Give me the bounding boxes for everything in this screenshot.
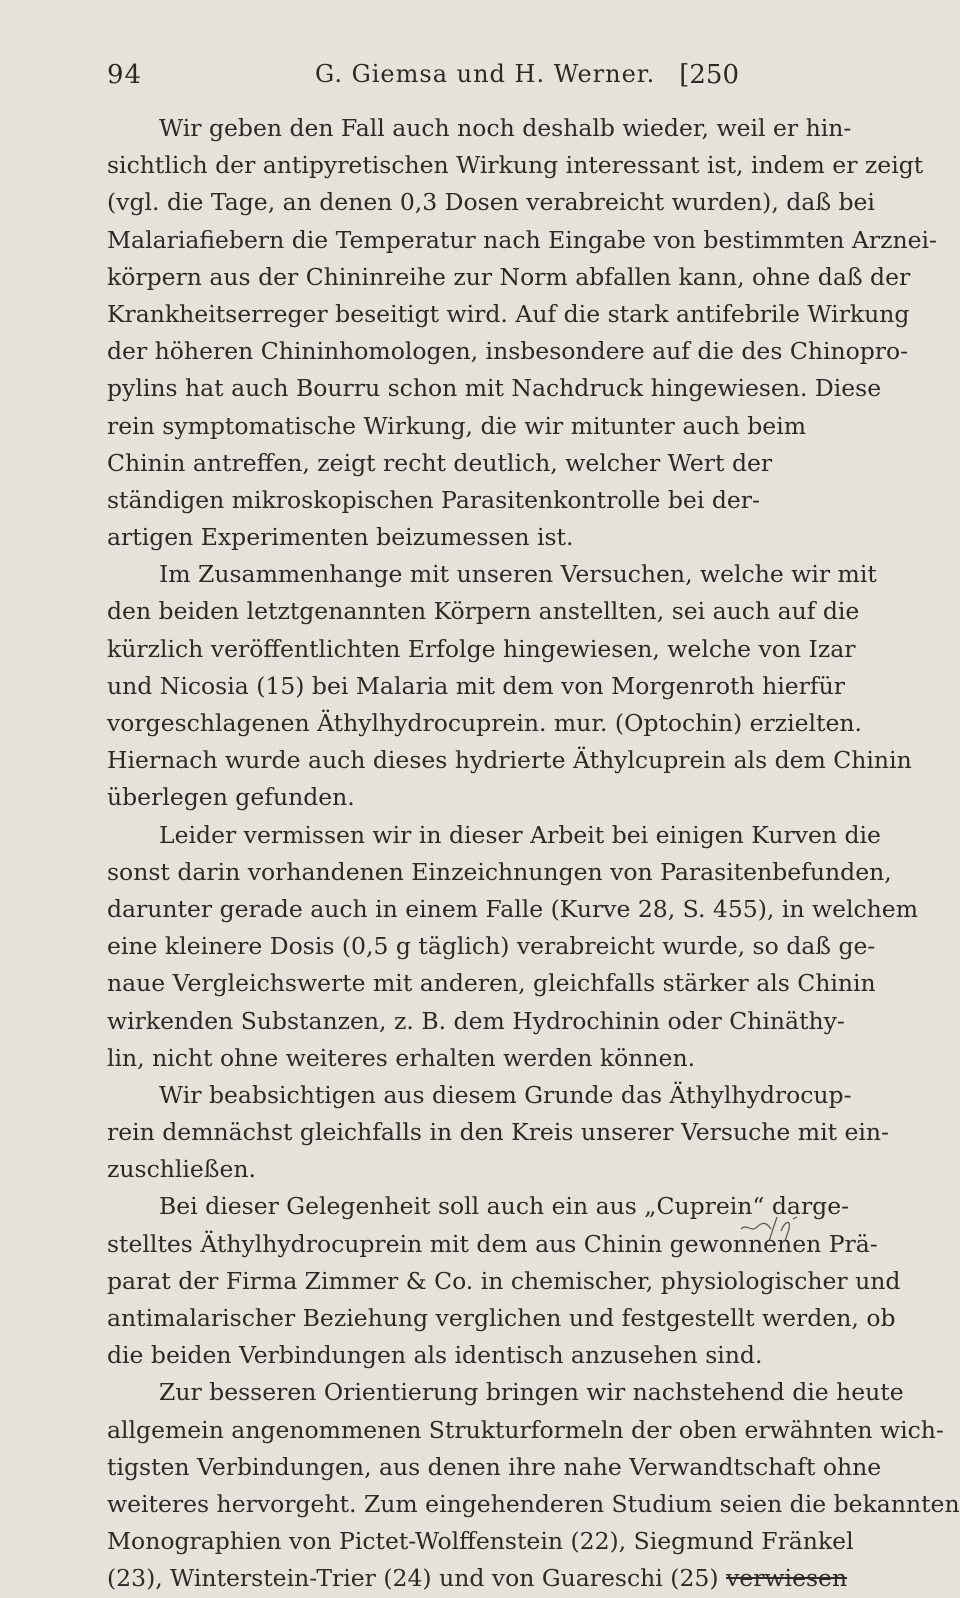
text-line-content: rein symptomatische Wirkung, die wir mitunter auch beim: [107, 411, 806, 440]
text-line-content: Leider vermissen wir in dieser Arbeit bei einigen Kurven die: [159, 820, 881, 849]
text-line-content: körpern aus der Chininreihe zur Norm abfallen kann, ohne daß der: [107, 262, 911, 291]
text-line: [107, 1077, 852, 1114]
text-line: [107, 928, 876, 965]
text-line-content: artigen Experimenten beizumessen ist.: [107, 523, 574, 552]
text-line: [107, 259, 911, 296]
text-line-content: kürzlich veröffentlichten Erfolge hingewiesen, welche von Izar: [107, 634, 856, 663]
body-text: [107, 110, 960, 1598]
text-line: [107, 1449, 882, 1486]
text-line-content: Im Zusammenhange mit unseren Versuchen, welche wir mit: [159, 560, 877, 589]
text-line: [107, 1151, 739, 1188]
text-line: [107, 333, 909, 370]
text-line: [107, 631, 856, 668]
text-line-content: vorgeschlagenen Äthylhydrocuprein. mur. (Optochin) erzielten.: [107, 709, 863, 737]
text-line: [107, 1486, 960, 1523]
text-line: [107, 408, 806, 445]
page-header: [107, 60, 739, 94]
text-line: [107, 965, 876, 1002]
text-line-content: lin, nicht ohne weiteres erhalten werden können.: [107, 1043, 696, 1072]
text-line-content: tigsten Verbindungen, aus denen ihre nahe Verwandtschaft ohne: [107, 1452, 882, 1481]
text-line: [107, 891, 918, 928]
text-line-content: sichtlich der antipyretischen Wirkung interessant ist, indem er zeigt: [107, 151, 924, 180]
struck-word: verwiesen: [726, 1564, 848, 1593]
page-number: 94: [107, 60, 143, 90]
text-line: [107, 1188, 850, 1225]
text-line: [107, 1263, 901, 1300]
text-line-content: Chinin antreffen, zeigt recht deutlich, welcher Wert der: [107, 448, 773, 477]
text-line: [107, 705, 863, 742]
text-line-content: parat der Firma Zimmer & Co. in chemischer, physiologischer und: [107, 1266, 901, 1295]
text-line: [107, 445, 773, 482]
text-line: [107, 1114, 889, 1151]
running-head: G. Giemsa und H. Werner.: [315, 60, 656, 88]
text-line-content: sonst darin vorhandenen Einzeichnungen von Parasitenbefunden,: [107, 857, 892, 886]
text-line: [107, 1300, 896, 1337]
text-line: [107, 854, 892, 891]
text-line: [107, 1040, 739, 1077]
text-line-content: (vgl. die Tage, an denen 0,3 Dosen verabreicht wurden), daß bei: [107, 188, 875, 217]
text-line: [107, 1226, 878, 1263]
text-line: [107, 519, 739, 556]
text-line: [107, 482, 760, 519]
text-line-content: pylins hat auch Bourru schon mit Nachdruck hingewiesen. Diese: [107, 374, 882, 403]
text-line-content: darunter gerade auch in einem Falle (Kurve 28, S. 455), in welchem: [107, 894, 918, 923]
text-line: [107, 184, 875, 221]
text-line-content: der höheren Chininhomologen, insbesondere auf die des Chinopro-: [107, 337, 909, 366]
text-line: [107, 1374, 904, 1411]
text-line: [107, 817, 881, 854]
text-line-content: allgemein angenommenen Strukturformeln der oben erwähnten wich-: [107, 1415, 944, 1444]
section-number: [250: [679, 60, 739, 90]
text-line: [107, 1412, 944, 1449]
text-line-content: Bei dieser Gelegenheit soll auch ein aus „Cuprein“ darge-: [159, 1192, 850, 1221]
text-line-content: zuschließen.: [107, 1155, 257, 1184]
text-line-content: naue Vergleichswerte mit anderen, gleichfalls stärker als Chinin: [107, 969, 876, 998]
text-line: [107, 1560, 848, 1597]
text-line: [107, 742, 912, 779]
text-line: [107, 668, 845, 705]
text-line-content: (23), Winterstein-Trier (24) und von Guareschi (25): [107, 1564, 719, 1593]
text-line: [107, 1337, 763, 1374]
text-line-content: den beiden letztgenannten Körpern anstellten, sei auch auf die: [107, 597, 860, 626]
text-line-content: eine kleinere Dosis (0,5 g täglich) verabreicht wurde, so daß ge-: [107, 932, 876, 961]
text-line-content: die beiden Verbindungen als identisch anzusehen sind.: [107, 1341, 763, 1370]
text-line-content: stelltes Äthylhydrocuprein mit dem aus Chinin gewonnenen Prä-: [107, 1229, 878, 1258]
text-line-content: Monographien von Pictet-Wolffenstein (22), Siegmund Fränkel: [107, 1527, 854, 1556]
text-line-content: Wir beabsichtigen aus diesem Grunde das Äthylhydrocup-: [159, 1080, 852, 1109]
text-line: [107, 370, 882, 407]
text-line-content: Malariafiebern die Temperatur nach Eingabe von bestimmten Arznei-: [107, 225, 937, 254]
text-line-content: rein demnächst gleichfalls in den Kreis unserer Versuche mit ein-: [107, 1118, 889, 1147]
text-line: [107, 1003, 845, 1040]
text-line: [107, 1523, 854, 1560]
handwritten-correction: [739, 1213, 800, 1243]
text-line: [107, 296, 910, 333]
text-line-content: Hiernach wurde auch dieses hydrierte Äthylcuprein als dem Chinin: [107, 746, 912, 775]
text-line-content: antimalarischer Beziehung verglichen und festgestellt werden, ob: [107, 1304, 896, 1332]
text-line-content: überlegen gefunden.: [107, 783, 355, 812]
text-line: [107, 110, 852, 147]
text-line-content: Zur besseren Orientierung bringen wir nachstehend die heute: [159, 1378, 904, 1407]
text-line-content: ständigen mikroskopischen Parasitenkontrolle bei der-: [107, 485, 760, 514]
text-line: [107, 147, 924, 184]
text-line: [107, 593, 860, 630]
text-line-content: Krankheitserreger beseitigt wird. Auf die stark antifebrile Wirkung: [107, 299, 910, 328]
text-line: [107, 556, 877, 593]
text-line-content: und Nicosia (15) bei Malaria mit dem von Morgenroth hierfür: [107, 671, 845, 700]
text-line: [107, 779, 739, 816]
text-line: [107, 222, 937, 259]
text-line-content: Wir geben den Fall auch noch deshalb wieder, weil er hin-: [159, 114, 852, 142]
text-line-content: weiteres hervorgeht. Zum eingehenderen Studium seien die bekannten: [107, 1489, 960, 1518]
text-line-content: wirkenden Substanzen, z. B. dem Hydrochinin oder Chinäthy-: [107, 1006, 845, 1035]
